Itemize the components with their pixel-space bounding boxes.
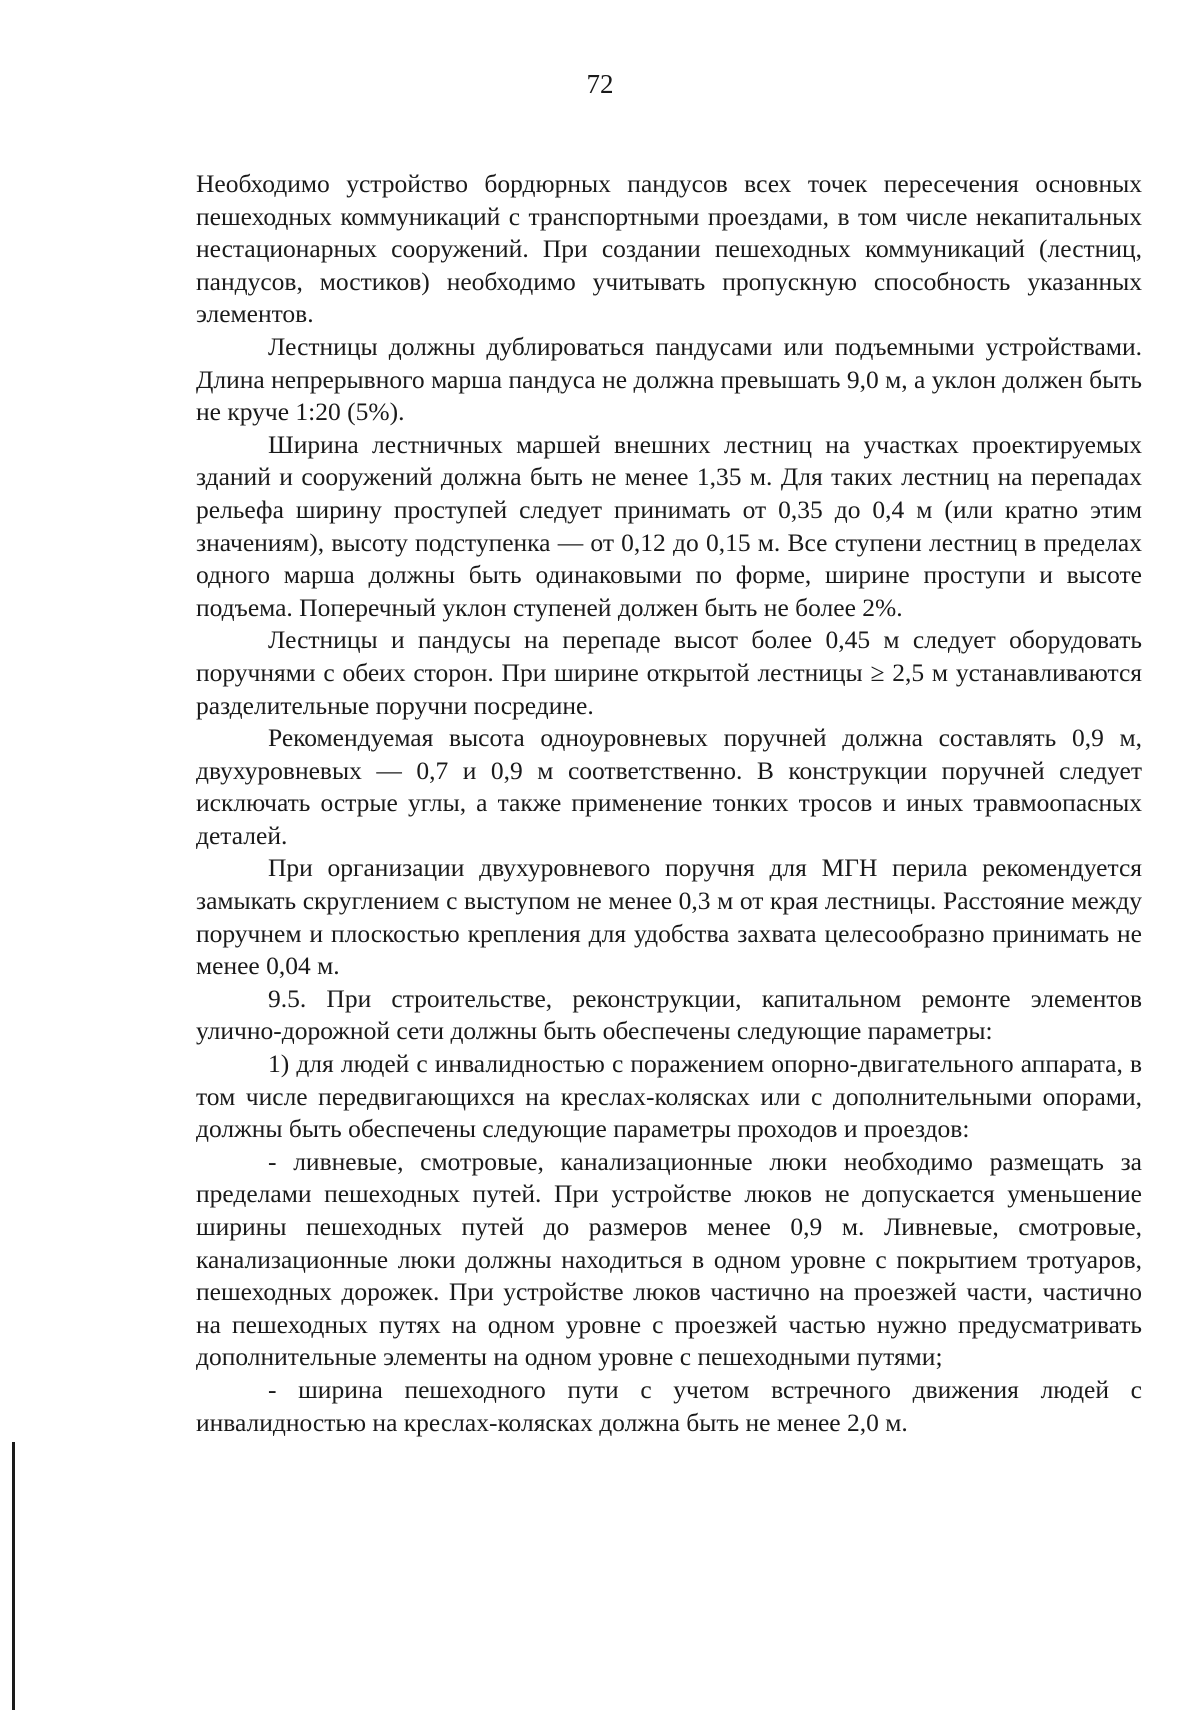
paragraph-handrails-both-sides: Лестницы и пандусы на перепаде высот более 0,45 м следует оборудовать поручнями с обеих сторон. При ширине открытой лестницы ≥ 2,5 м устанавливаются разделительные поручни посредине.	[196, 625, 1142, 720]
paragraph-path-width: - ширина пешеходного пути с учетом встречного движения людей с инвалидностью на креслах-колясках должна быть не менее 2,0 м.	[196, 1374, 1142, 1437]
paragraph-manholes: - ливневые, смотровые, канализационные люки необходимо размещать за пределами пешеходных путей. При устройстве люков не допускается уменьшение ширины пешеходных путей до размеров менее 0,9 м. Ливневые, смотровые, канализационные люки должны находиться в одном уровне с покрытием тротуаров, пешеходных дорожек. При устройстве люков частично на проезжей части, частично на пешеходных путях на одном уровне с проезжей частью нужно предусматривать дополнительные элементы на одном уровне с пешеходными путями;	[196, 1146, 1142, 1372]
paragraph-item-1: 1) для людей с инвалидностью с поражением опорно-двигательного аппарата, в том числе передвигающихся на креслах-колясках или с дополнительными опорами, должны быть обеспечены следующие параметры проходов и проездов:	[196, 1049, 1142, 1144]
paragraph-stairs-ramps: Лестницы должны дублироваться пандусами или подъемными устройствами. Длина непрерывного марша пандуса не должна превышать 9,0 м, а уклон должен быть не круче 1:20 (5%).	[196, 331, 1142, 427]
paragraph-section-9-5: 9.5. При строительстве, реконструкции, капитальном ремонте элементов улично-дорожной сети должны быть обеспечены следующие параметры:	[196, 983, 1142, 1046]
paragraph-curb-ramps: Необходимо устройство бордюрных пандусов всех точек пересечения основных пешеходных коммуникаций с транспортными проездами, в том числе некапитальных нестационарных сооружений. При создании пешеходных коммуникаций (лестниц, пандусов, мостиков) необходимо учитывать пропускную способность указанных элементов.	[196, 169, 1142, 329]
page-number: 72	[586, 69, 614, 99]
paragraph-stair-width: Ширина лестничных маршей внешних лестниц на участках проектируемых зданий и сооружений должна быть не менее 1,35 м. Для таких лестниц на перепадах рельефа ширину проступей следует принимать от 0,35 до 0,4 м (или кратно этим значениям), высоту подступенка — от 0,12 до 0,15 м. Все ступени лестниц в пределах одного марша должны быть одинаковыми по форме, ширине проступи и высоте подъема. Поперечный уклон ступеней должен быть не более 2%.	[196, 429, 1142, 622]
paragraph-two-level-handrail: При организации двухуровневого поручня для МГН перила рекомендуется замыкать скруглением с выступом не менее 0,3 м от края лестницы. Расстояние между поручнем и плоскостью крепления для удобства захвата целесообразно принимать не менее 0,04 м.	[196, 853, 1142, 981]
document-body	[196, 168, 1142, 1439]
paragraph-handrail-height: Рекомендуемая высота одноуровневых поручней должна составлять 0,9 м, двухуровневых — 0,7 и 0,9 м соответственно. В конструкции поручней следует исключать острые углы, а также применение тонких тросов и иных травмоопасных деталей.	[196, 723, 1142, 850]
scan-margin-line	[12, 1442, 15, 1710]
